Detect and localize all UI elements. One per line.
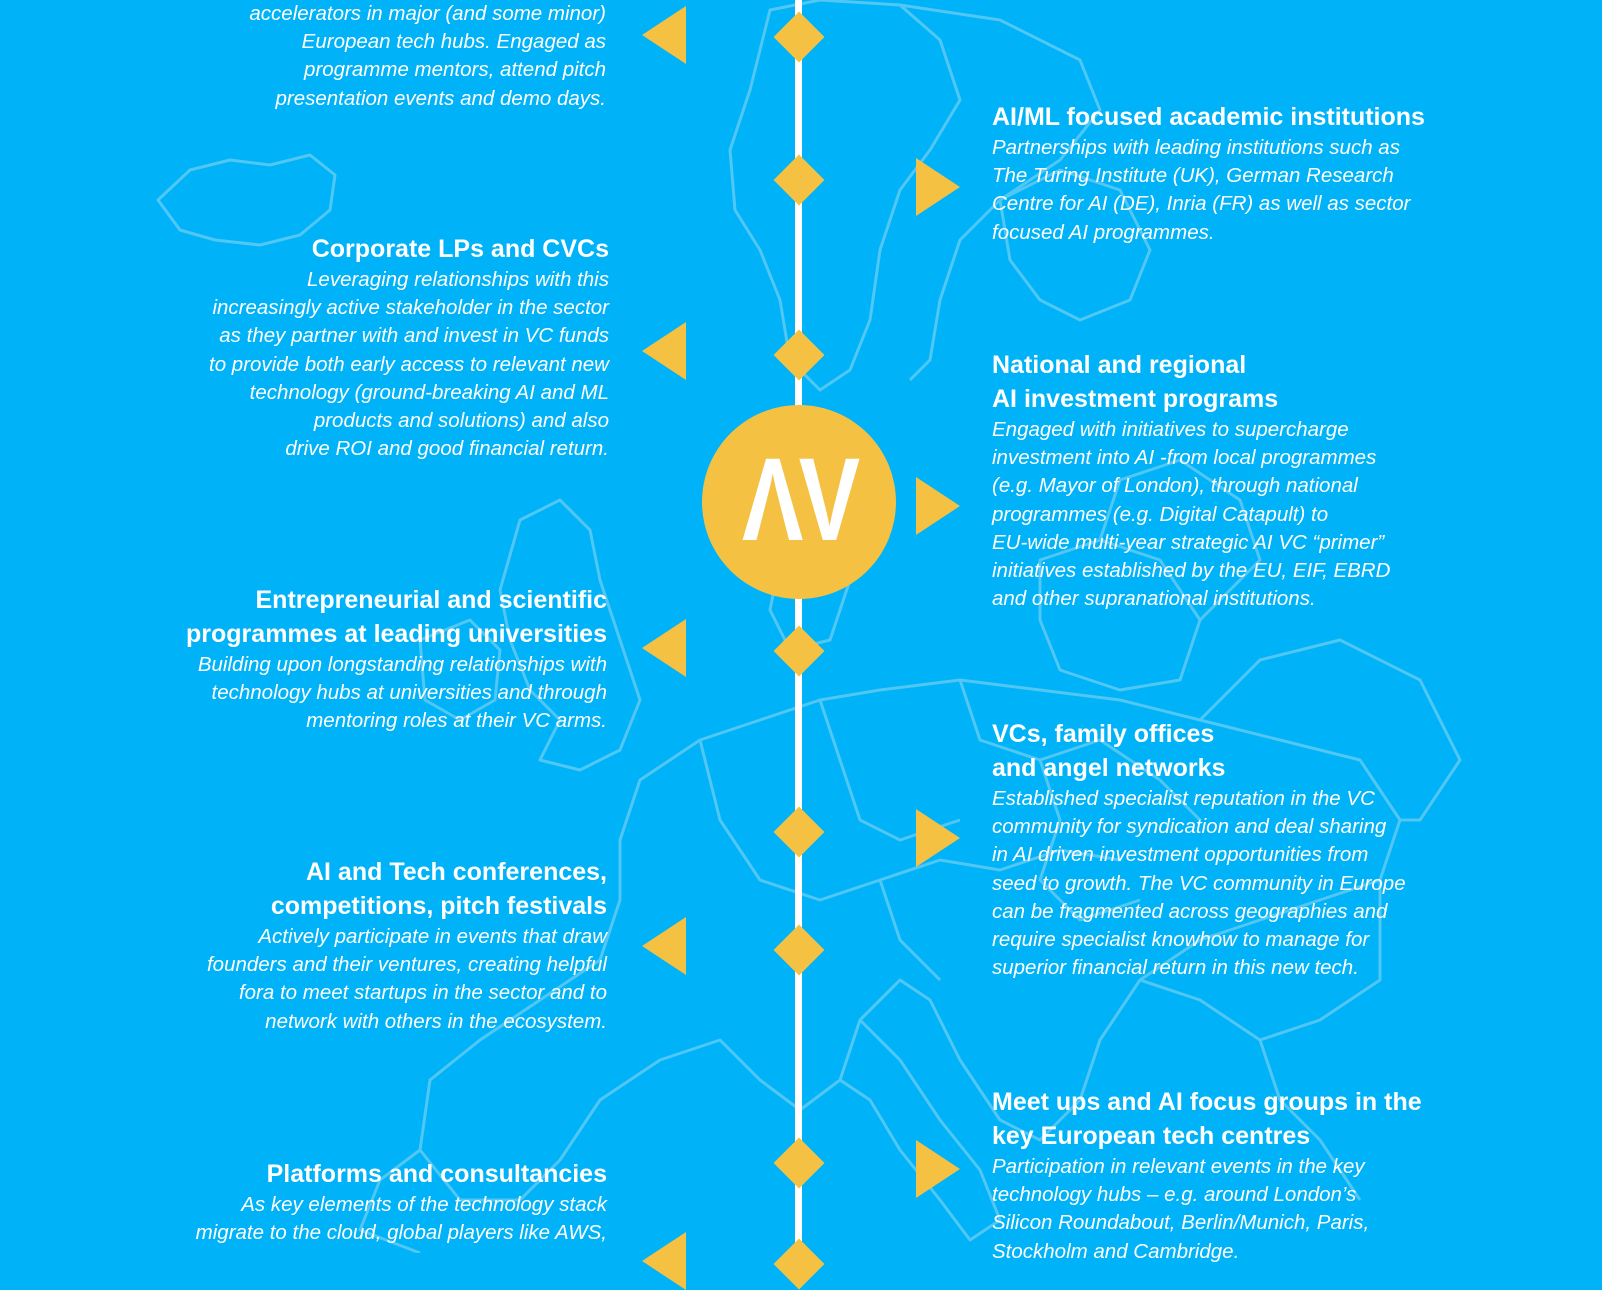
arrow-left-icon	[642, 322, 686, 380]
item-body: Partnerships with leading institutions such as The Turing Institute (UK), German Research Centre for AI (DE), Inria (FR) as well as sector focused AI programmes.	[992, 136, 1411, 244]
item-title: National and regional AI investment programs	[992, 351, 1279, 413]
item-title: AI/ML focused academic institutions	[992, 103, 1425, 131]
left-item-conferences	[147, 855, 607, 1036]
item-body: accelerators in major (and some minor) European tech hubs. Engaged as programme mentors, attend pitch presentation events and demo days.	[249, 2, 606, 110]
left-item-accelerators	[186, 0, 606, 113]
item-body: Established specialist reputation in the VC community for syndication and deal sharing in AI driven investment opportunities from seed to growth. The VC community in Europe can be fragmented across geographies and require specialist knowhow to manage for superior financial return in this new tech.	[992, 787, 1406, 980]
arrow-left-icon	[642, 1232, 686, 1290]
arrow-right-icon	[916, 1140, 960, 1198]
arrow-right-icon	[916, 477, 960, 535]
arrow-left-icon	[642, 917, 686, 975]
item-title: Meet ups and AI focus groups in the key European tech centres	[992, 1088, 1422, 1150]
arrow-left-icon	[642, 619, 686, 677]
item-body: Engaged with initiatives to supercharge investment into AI -from local programmes (e.g. Mayor of London), through national programmes (e.g. Digital Catapult) to EU-wide multi-year strategic AI VC “primer” initiatives established by the EU, EIF, EBRD and other supranational institutions.	[992, 418, 1391, 611]
item-title: VCs, family offices and angel networks	[992, 720, 1226, 782]
logo-text: ΛV	[742, 434, 856, 566]
right-item-academic	[992, 100, 1462, 247]
right-item-vcs	[992, 717, 1462, 982]
item-body: As key elements of the technology stack migrate to the cloud, global players like AWS,	[195, 1193, 607, 1245]
item-body: Building upon longstanding relationships with technology hubs at universities and through mentoring roles at their VC arms.	[197, 653, 607, 733]
arrow-right-icon	[916, 158, 960, 216]
item-body: Actively participate in events that draw founders and their ventures, creating helpful fora to meet startups in the sector and to network with others in the ecosystem.	[206, 925, 607, 1033]
item-body: Participation in relevant events in the key technology hubs – e.g. around London’s Silicon Roundabout, Berlin/Munich, Paris, Stockholm and Cambridge.	[992, 1155, 1370, 1263]
left-item-corporate-lps	[149, 232, 609, 463]
right-item-investment-programs	[992, 348, 1462, 613]
right-item-meetups	[992, 1085, 1462, 1266]
left-item-universities	[147, 583, 607, 736]
item-title: AI and Tech conferences, competitions, pitch festivals	[270, 858, 607, 920]
item-title: Platforms and consultancies	[266, 1160, 607, 1188]
item-title: Corporate LPs and CVCs	[311, 235, 609, 263]
av-logo	[702, 405, 896, 599]
arrow-right-icon	[916, 809, 960, 867]
item-body: Leveraging relationships with this increasingly active stakeholder in the sector as they partner with and invest in VC funds to provide both early access to relevant new technology (ground-breaking AI and ML products and solutions) and also drive ROI and good financial return.	[209, 268, 609, 461]
arrow-left-icon	[642, 6, 686, 64]
left-item-platforms	[147, 1157, 607, 1247]
item-title: Entrepreneurial and scientific programmes at leading universities	[186, 586, 607, 648]
